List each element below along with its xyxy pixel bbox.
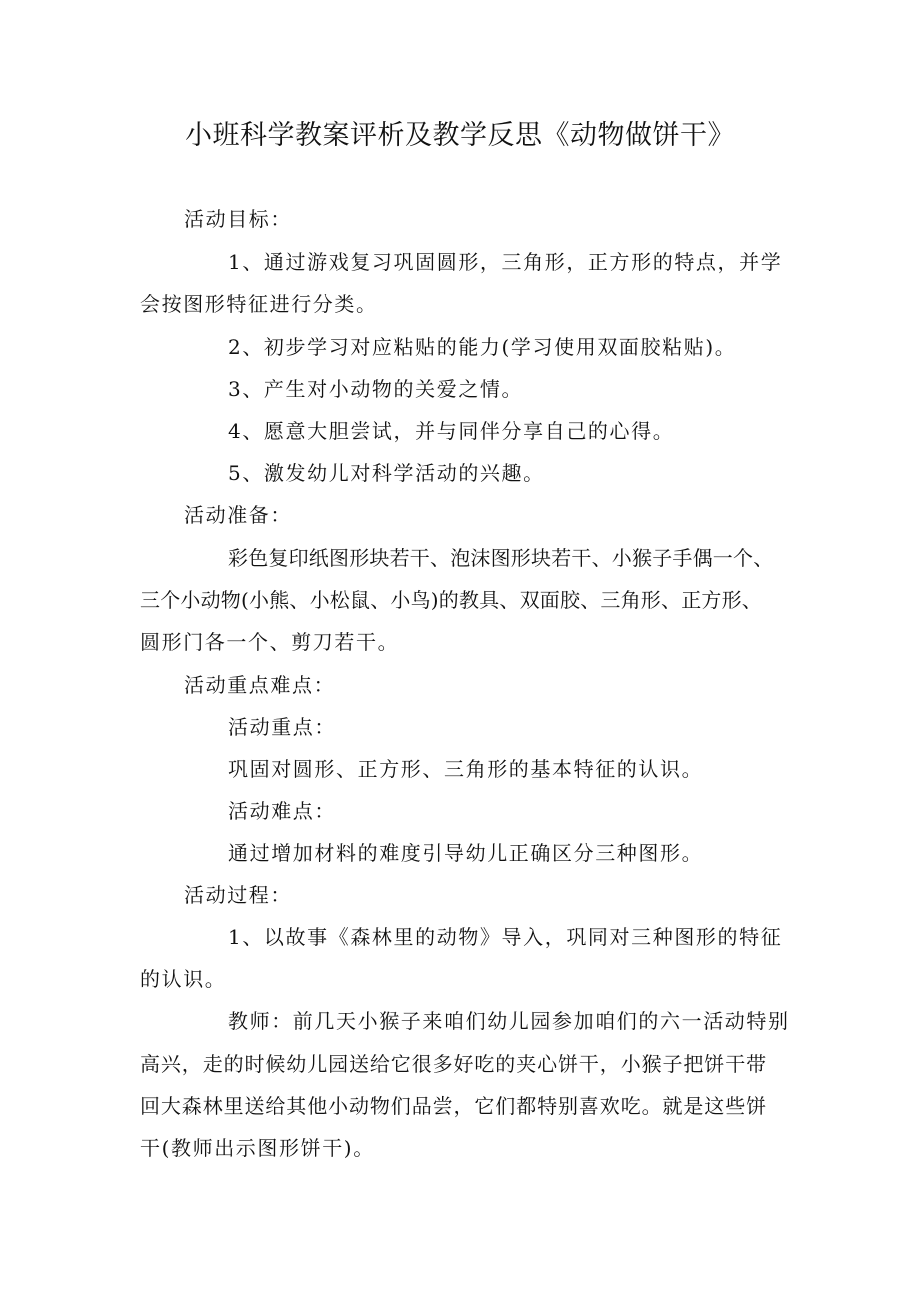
document-title: 小班科学教案评析及教学反思《动物做饼干》	[185, 120, 735, 151]
preparation-line-1: 彩色复印纸图形块若干、泡沫图形块若干、小猴子手偶一个、	[228, 546, 774, 570]
subheading-difficulty: 活动难点：	[228, 799, 336, 823]
section-heading-key-points: 活动重点难点：	[184, 673, 336, 697]
difficulty-text: 通过增加材料的难度引导幼儿正确区分三种图形。	[228, 841, 704, 865]
process-step-1-line-2: 的认识。	[140, 967, 227, 991]
goal-5: 5、激发幼儿对科学活动的兴趣。	[228, 461, 545, 485]
section-heading-process: 活动过程：	[184, 883, 292, 907]
preparation-line-2: 三个小动物(小熊、小松鼠、小鸟)的教具、双面胶、三角形、正方形、	[140, 588, 763, 612]
teacher-line-3: 回大森林里送给其他小动物们品尝，它们都特别喜欢吃。就是这些饼	[140, 1094, 767, 1118]
process-step-1-line-1: 1、以故事《森林里的动物》导入，巩同对三种图形的特征	[228, 925, 783, 949]
key-point-text: 巩固对圆形、正方形、三角形的基本特征的认识。	[228, 757, 704, 781]
goal-1-line-1: 1、通过游戏复习巩固圆形，三角形，正方形的特点，并学	[228, 250, 783, 274]
goal-3: 3、产生对小动物的关爱之情。	[228, 377, 524, 401]
goal-1-line-2: 会按图形特征进行分类。	[140, 292, 378, 316]
teacher-line-4: 干(教师出示图形饼干)。	[140, 1136, 375, 1160]
teacher-line-1: 教师：前几天小猴子来咱们幼儿园参加咱们的六一活动特别	[228, 1009, 790, 1033]
subheading-key-point: 活动重点：	[228, 715, 336, 739]
goal-2: 2、初步学习对应粘贴的能力(学习使用双面胶粘贴)。	[228, 335, 737, 359]
preparation-line-3: 圆形门各一个、剪刀若干。	[140, 630, 400, 654]
section-heading-goals: 活动目标：	[184, 207, 292, 231]
section-heading-preparation: 活动准备：	[184, 503, 292, 527]
teacher-line-2: 高兴，走的时候幼儿园送给它很多好吃的夹心饼干，小猴子把饼干带	[140, 1052, 767, 1076]
goal-4: 4、愿意大胆尝试，并与同伴分享自己的心得。	[228, 419, 675, 443]
